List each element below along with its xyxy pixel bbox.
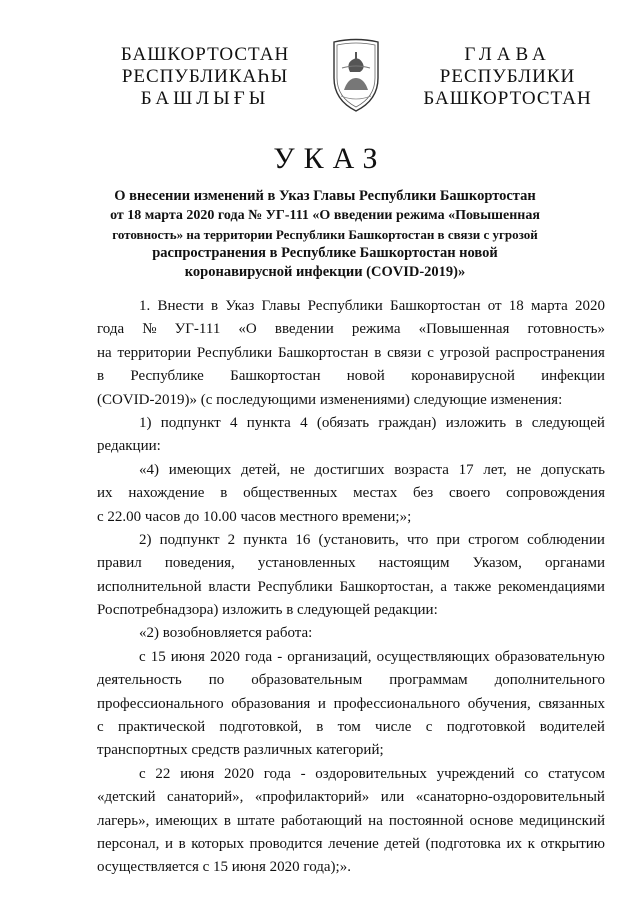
text-line: (COVID-2019)» (с последующими изменениями) следующие изменения: — [97, 391, 563, 408]
text-line: с 22.00 часов до 10.00 часов местного времени;»; — [97, 508, 412, 525]
header-russian-title — [420, 44, 595, 110]
header-right-line: ГЛАВА — [464, 44, 551, 65]
paragraph — [97, 622, 605, 645]
subject-line: О внесении изменений в Указ Главы Республики Башкортостан — [114, 188, 536, 204]
text-line: профессионального образования и профессионального обучения, связанных — [97, 695, 605, 712]
document-title: УКАЗ — [273, 142, 387, 175]
text-line: с практической подготовкой, в том числе с подготовкой водителей — [97, 719, 605, 736]
subject-line: распространения в Республике Башкортостан новой — [152, 245, 498, 261]
text-line: с 15 июня 2020 года - организаций, осуществляющих образовательную — [139, 648, 605, 665]
header-right-line: РЕСПУБЛИКИ — [439, 66, 576, 87]
text-line: «4) имеющих детей, не достигших возраста 17 лет, не допускать — [139, 461, 605, 478]
text-line: персонал, и в которых проводится лечение детей (подготовка их к открытию — [97, 835, 605, 852]
text-line: Роспотребнадзора) изложить в следующей редакции: — [97, 602, 438, 619]
paragraph — [97, 646, 605, 763]
paragraph — [97, 295, 605, 412]
paragraph — [97, 529, 605, 623]
text-line: «детский санаторий», «профилакторий» или «санаторно-оздоровительный — [97, 789, 605, 806]
text-line: с 22 июня 2020 года - оздоровительных учреждений со статусом — [139, 765, 605, 782]
paragraph — [97, 412, 605, 459]
header-left-line: БАШЛЫҒЫ — [140, 88, 270, 109]
text-line: транспортных средств различных категорий; — [97, 742, 384, 759]
header-left-line: РЕСПУБЛИКАҺЫ — [121, 66, 289, 87]
text-line: лагерь», имеющих в штате работающий на постоянной основе медицинский — [97, 812, 605, 829]
header-left-line: БАШКОРТОСТАН — [120, 44, 290, 65]
paragraph — [97, 763, 605, 880]
subject-line: от 18 марта 2020 года № УГ-111 «О введении режима «Повышенная — [110, 208, 540, 223]
text-line: в Республике Башкортостан новой коронавирусной инфекции — [97, 368, 605, 385]
decree-body — [97, 295, 605, 880]
subject-line: готовность» на территории Республики Башкортостан в связи с угрозой — [112, 227, 538, 242]
text-line: «2) возобновляется работа: — [139, 625, 313, 642]
text-line: правил поведения, установленных настоящим Указом, органами — [97, 555, 605, 572]
text-line: осуществляется с 15 июня 2020 года);». — [97, 859, 351, 876]
text-line: года № УГ-111 «О введении режима «Повышенная готовность» — [97, 321, 605, 338]
text-line: на территории Республики Башкортостан в связи с угрозой распространения — [97, 344, 605, 361]
text-line: 1. Внести в Указ Главы Республики Башкортостан от 18 марта 2020 — [139, 298, 605, 314]
paragraph — [97, 459, 605, 529]
text-line: 2) подпункт 2 пункта 16 (установить, что при строгом соблюдении — [139, 531, 605, 548]
coat-of-arms-icon — [328, 38, 384, 114]
header-right-line: БАШКОРТОСТАН — [423, 88, 592, 109]
subject-line: коронавирусной инфекции (COVID-2019)» — [184, 264, 466, 280]
text-line: деятельность по образовательным программам дополнительного — [97, 672, 605, 689]
header-bashkir-title — [120, 44, 290, 110]
text-line: редакции: — [97, 438, 161, 455]
text-line: 1) подпункт 4 пункта 4 (обязать граждан) изложить в следующей — [139, 414, 605, 431]
decree-subject — [110, 187, 540, 282]
text-line: их нахождение в общественных местах без своего сопровождения — [97, 485, 605, 502]
text-line: исполнительной власти Республики Башкортостан, а также рекомендациями — [97, 578, 605, 595]
